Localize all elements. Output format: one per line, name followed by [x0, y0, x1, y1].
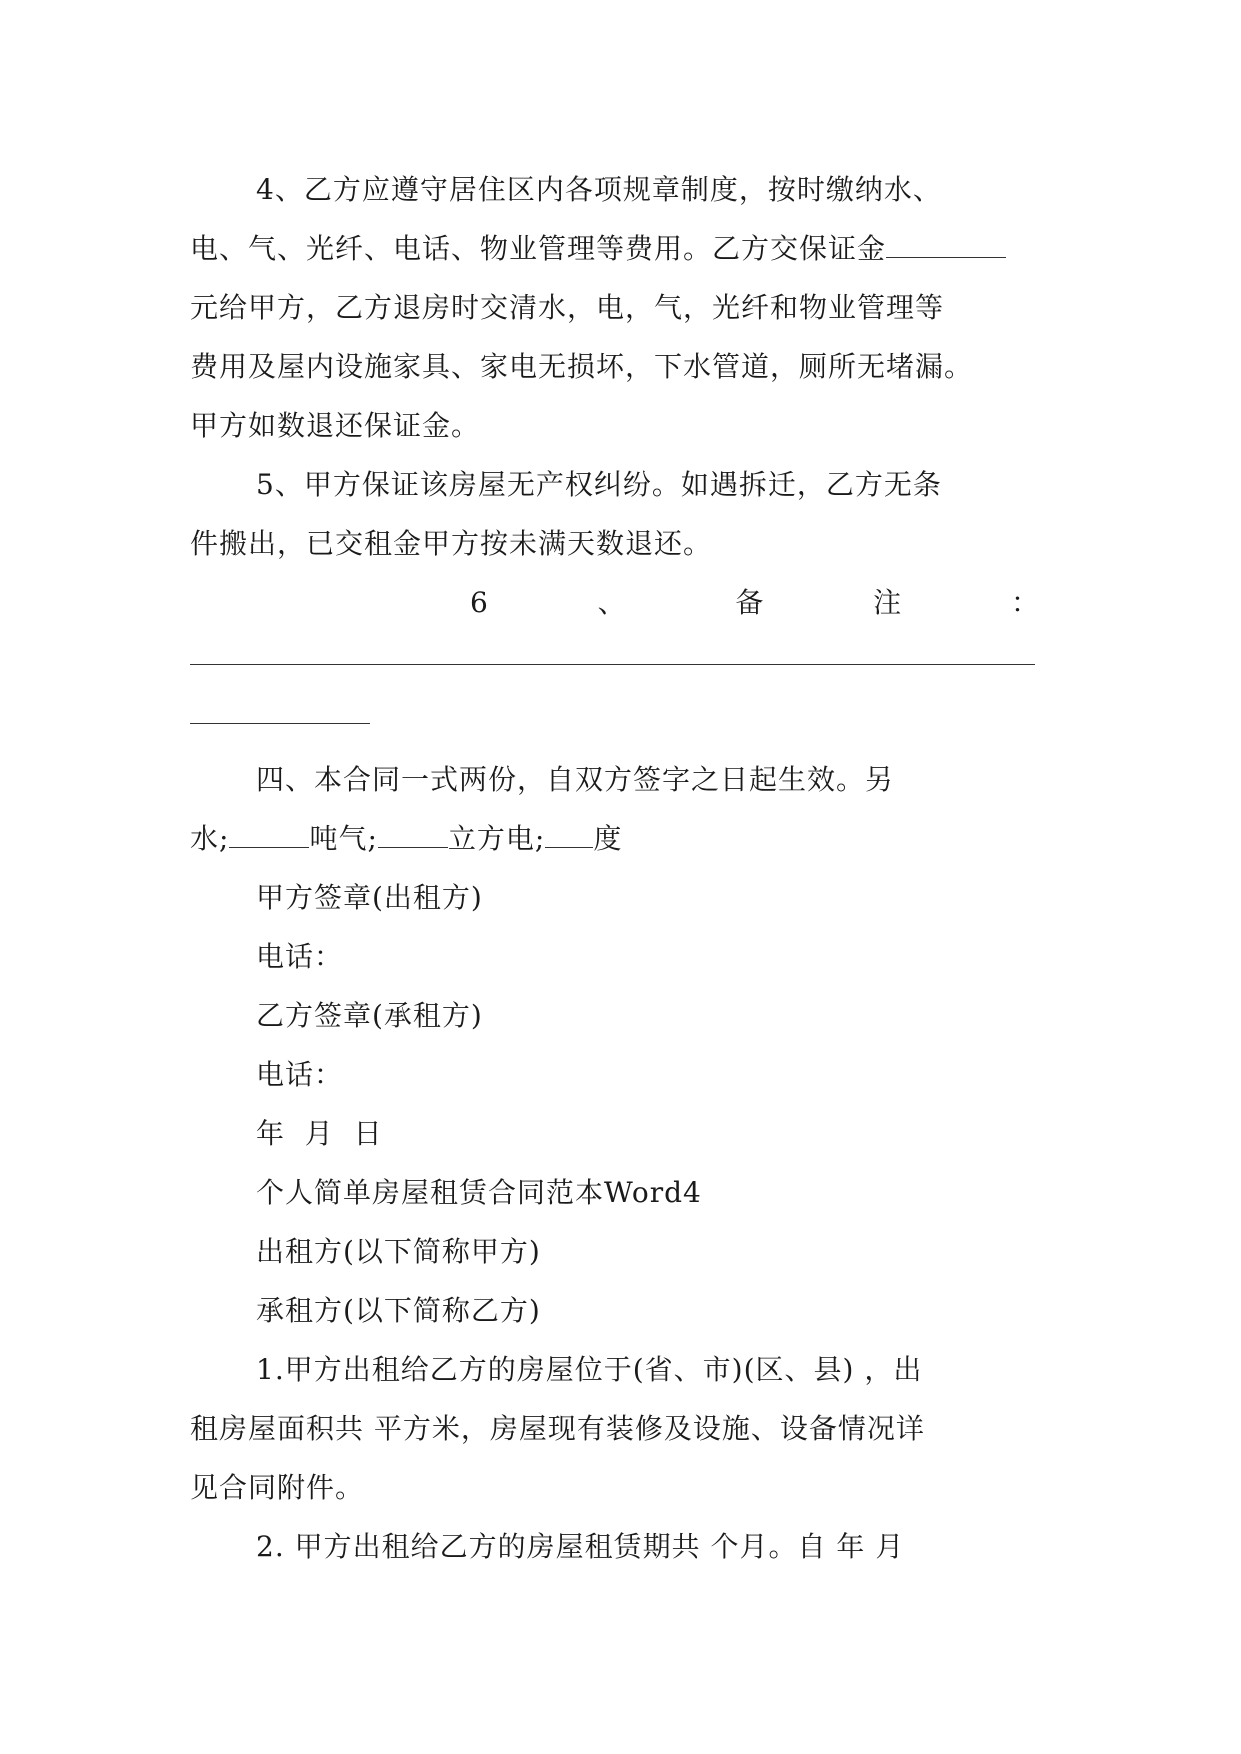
clause-5-line-2: 件搬出，已交租金甲方按未满天数退还。 — [190, 527, 713, 560]
remarks-blank-line-1 — [190, 632, 1050, 691]
clause-6-char-1: 6 — [470, 586, 489, 619]
clause-4-line-4: 费用及屋内设施家具、家电无损坏，下水管道，厕所无堵漏。 — [190, 350, 974, 383]
clause-4-line-2 — [190, 219, 1050, 278]
water-blank — [229, 825, 309, 848]
water-label: 水; — [190, 822, 230, 855]
gas-blank — [378, 825, 448, 848]
clause-4-line-3: 元给甲方，乙方退房时交清水，电，气，光纤和物业管理等 — [190, 291, 945, 324]
clause-5-line-1: 5、甲方保证该房屋无产权纠纷。如遇拆迁，乙方无条 — [256, 468, 942, 501]
clause-2-line-1: 2. 甲方出租给乙方的房屋租赁期共 个月。自 年 月 — [256, 1530, 905, 1563]
electric-label: 立方电; — [447, 822, 546, 855]
party-b-phone: 电话： — [256, 1058, 344, 1091]
clause-4-line-1: 4、乙方应遵守居住区内各项规章制度，按时缴纳水、 — [256, 173, 942, 206]
lessee-line: 承租方(以下简称乙方) — [256, 1294, 541, 1327]
gas-label: 吨气; — [309, 822, 378, 855]
clause-6-char-2: 、 — [597, 586, 627, 619]
party-a-phone: 电话： — [256, 940, 344, 973]
clause-1-line-1: 1.甲方出租给乙方的房屋位于(省、市)(区、县) ，出 — [256, 1353, 923, 1386]
clause-6-heading — [190, 573, 1050, 632]
clause-1-line-2: 租房屋面积共 平方米，房屋现有装修及设施、设备情况详 — [190, 1412, 925, 1445]
party-a-signature: 甲方签章(出租方) — [256, 881, 483, 914]
clause-1-line-3: 见合同附件。 — [190, 1471, 365, 1504]
lessor-line: 出租方(以下简称甲方) — [256, 1235, 541, 1268]
effect-line-1: 四、本合同一式两份，自双方签字之日起生效。另 — [256, 763, 895, 796]
party-b-signature: 乙方签章(承租方) — [256, 999, 483, 1032]
signature-date: 年 月 日 — [256, 1117, 383, 1150]
electric-blank — [545, 825, 593, 848]
clause-6-char-5: ： — [1010, 586, 1040, 619]
clause-4-line-5: 甲方如数退还保证金。 — [190, 409, 481, 442]
effect-line-2 — [190, 809, 1050, 868]
degree-label: 度 — [593, 822, 623, 855]
clause-4-line-2-text: 电、气、光纤、电话、物业管理等费用。乙方交保证金 — [190, 232, 887, 265]
deposit-blank — [886, 235, 1006, 258]
contract-title: 个人简单房屋租赁合同范本Word4 — [256, 1176, 702, 1209]
clause-6-char-3: 备 — [735, 586, 765, 619]
document-body — [190, 160, 1050, 1576]
remarks-blank-line-2 — [190, 691, 1050, 750]
clause-6-char-4: 注 — [873, 586, 903, 619]
